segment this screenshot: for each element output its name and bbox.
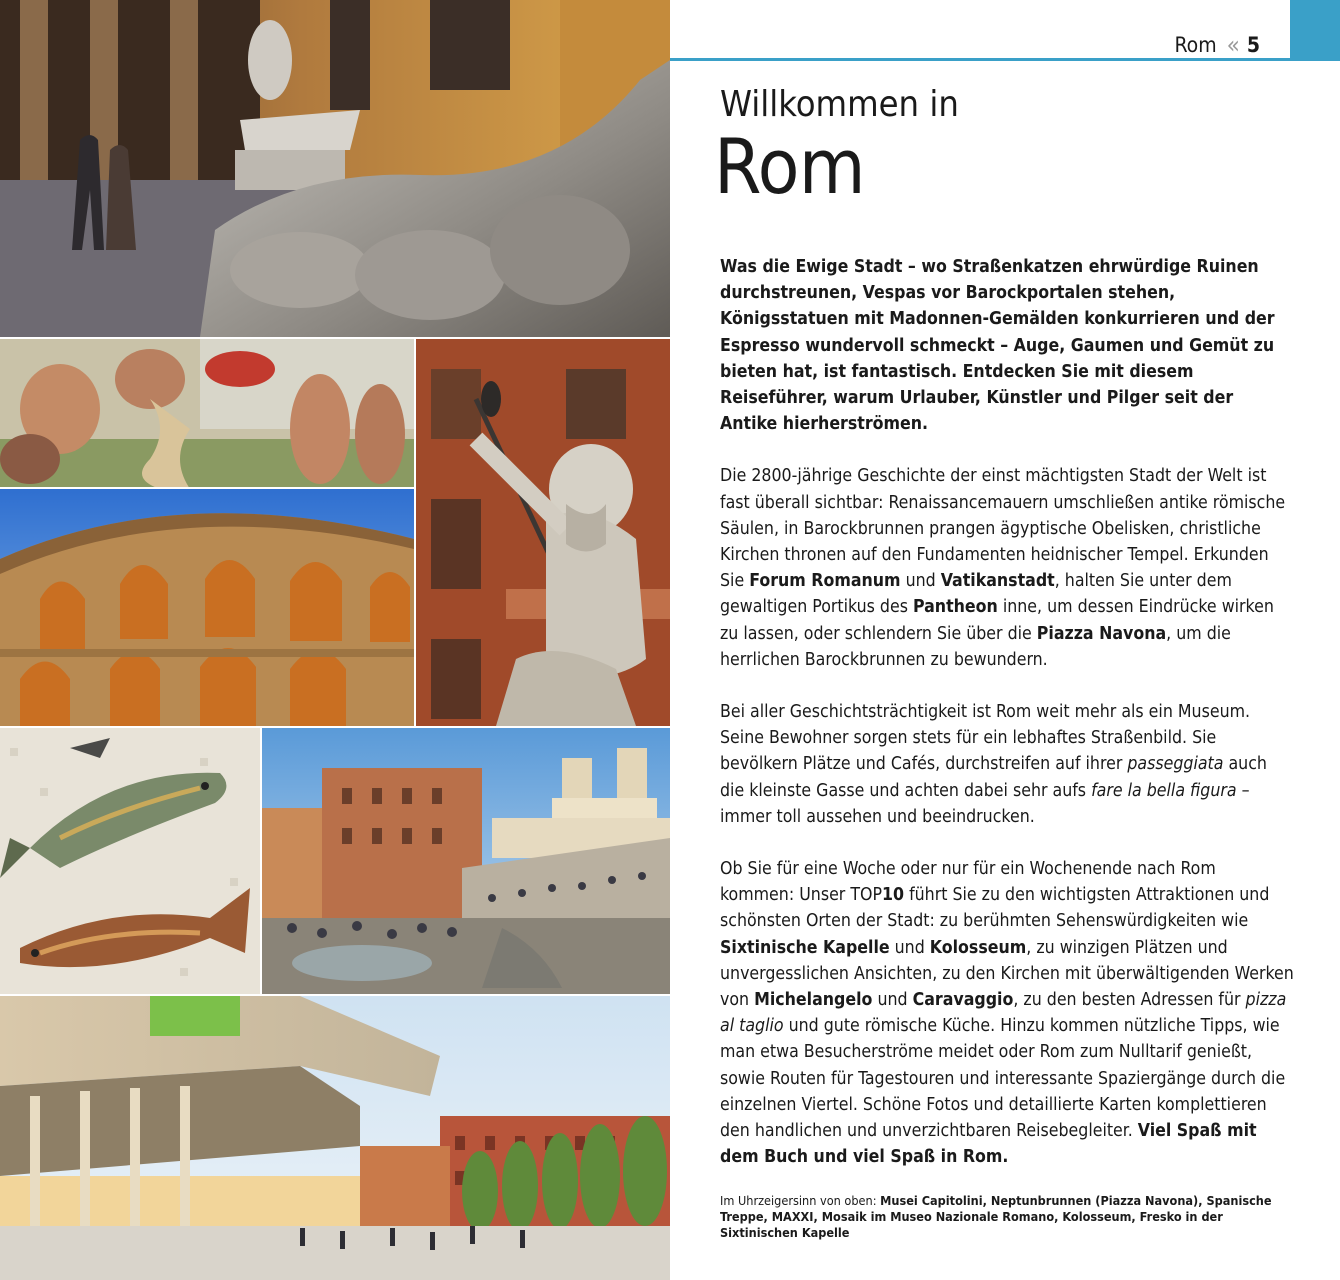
page-title-line1: Willkommen in (720, 84, 959, 125)
highlight-caravaggio: Caravaggio (912, 990, 1014, 1011)
highlight-vatikanstadt: Vatikanstadt (940, 571, 1055, 592)
body-text (720, 254, 1294, 1197)
photo-fresko-sixtinische-kapelle (0, 339, 414, 487)
text-run: , zu winzigen Plätzen und unvergesslichen Ansichten, zu den Kirchen mit überwältigenden Werken von (720, 937, 1294, 1011)
text-run: führt Sie zu den wichtigsten Attraktionen und schönsten Orten der Stadt: zu berühmten Sehenswürdigkeiten wie (720, 885, 1270, 932)
text-run: und (900, 571, 941, 592)
highlight-forum-romanum: Forum Romanum (749, 571, 901, 592)
text-run: , zu den besten Adressen für (1013, 990, 1246, 1011)
photo-caption (720, 1193, 1294, 1241)
text-run: – immer toll aussehen und beeindrucken. (720, 780, 1250, 827)
section-label: Rom (1174, 33, 1217, 57)
photo-mosaik-museo-nazionale-romano (0, 728, 260, 994)
lead-paragraph: Was die Ewige Stadt – wo Straßenkatzen ehrwürdige Ruinen durchstreunen, Vespas vor Barockportalen stehen, Königsstatuen mit Madonnen-Gemälden konkurrieren und der Espresso wundervoll schmeckt – Auge, Gaumen und Gemüt zu bieten hat, ist fantastisch. Entdecken Sie mit diesem Reiseführer, warum Urlauber, Künstler und Pilger seit der Antike hierherströmen. (720, 257, 1275, 435)
page-number: 5 (1246, 33, 1260, 57)
italic-pizza-al-taglio: pizza al taglio (720, 990, 1287, 1037)
top10-number: 10 (882, 885, 905, 906)
page-tab (1290, 0, 1340, 61)
photo-kolosseum (0, 489, 414, 726)
highlight-sixtinische-kapelle: Sixtinische Kapelle (720, 937, 890, 958)
text-run: auch die kleinste Gasse und achten dabei sehr aufs (720, 754, 1267, 801)
text-run: , um die herrlichen Barockbrunnen zu bewundern. (720, 623, 1231, 670)
text-run: und (872, 990, 913, 1011)
running-head (1174, 31, 1260, 59)
text-run: Bei aller Geschichtsträchtigkeit ist Rom weit mehr als ein Museum. Seine Bewohner sorgen stets für ein lebhaftes Straßenbild. Sie bevölkern Plätze und Cafés, durchstreifen auf ihrer (720, 702, 1251, 775)
italic-bella-figura: fare la bella figura (1091, 780, 1237, 801)
text-run: und gute römische Küche. Hinzu kommen nützliche Tipps, wie man etwa Besucherströme meidet oder Rom zum Nulltarif genießt, sowie Routen für Tagestouren und interessante Spaziergänge durch die einzelnen Viertel. Schöne Fotos und detaillierte Karten komplettieren den handlichen und unverzichtbaren Reisebegleiter. (720, 1016, 1286, 1142)
text-run: Ob Sie für eine Woche oder nur für ein Wochenende nach Rom kommen: Unser TOP (720, 859, 1216, 906)
photo-spanische-treppe (262, 728, 670, 994)
closing-sentence: Viel Spaß mit dem Buch und viel Spaß in Rom. (720, 1121, 1257, 1168)
italic-passeggiata: passeggiata (1127, 754, 1224, 775)
chevron-left-icon: « (1226, 31, 1237, 59)
highlight-kolosseum: Kolosseum (929, 937, 1027, 958)
photo-maxxi (0, 996, 670, 1280)
text-run: und (889, 937, 930, 958)
highlight-michelangelo: Michelangelo (754, 990, 873, 1011)
paragraph-guide (720, 856, 1294, 1170)
photo-neptunbrunnen (416, 339, 670, 726)
highlight-piazza-navona: Piazza Navona (1036, 623, 1167, 644)
text-run: inne, um dessen Eindrücke wirken zu lassen, oder schlendern Sie über die (720, 597, 1274, 644)
paragraph-people (720, 699, 1294, 830)
text-run: , halten Sie unter dem gewaltigen Portikus des (720, 571, 1232, 618)
highlight-pantheon: Pantheon (913, 597, 998, 618)
caption-list: Musei Capitolini, Neptunbrunnen (Piazza Navona), Spanische Treppe, MAXXI, Mosaik im Museo Nazionale Romano, Kolosseum, Fresko in der Sixtinischen Kapelle (720, 1193, 1272, 1240)
photo-musei-capitolini (0, 0, 670, 337)
page-title: Rom (714, 122, 866, 211)
text-run: Die 2800-jährige Geschichte der einst mächtigsten Stadt der Welt ist fast überall sichtbar: Renaissancemauern umschließen antike römische Säulen, in Barockbrunnen prangen ägyptische Obelisken, christliche Kirchen thronen auf den Fundamenten heidnischer Tempel. Erkunden Sie (720, 466, 1286, 592)
caption-intro: Im Uhrzeigersinn von oben: (720, 1193, 881, 1208)
paragraph-history (720, 463, 1294, 673)
